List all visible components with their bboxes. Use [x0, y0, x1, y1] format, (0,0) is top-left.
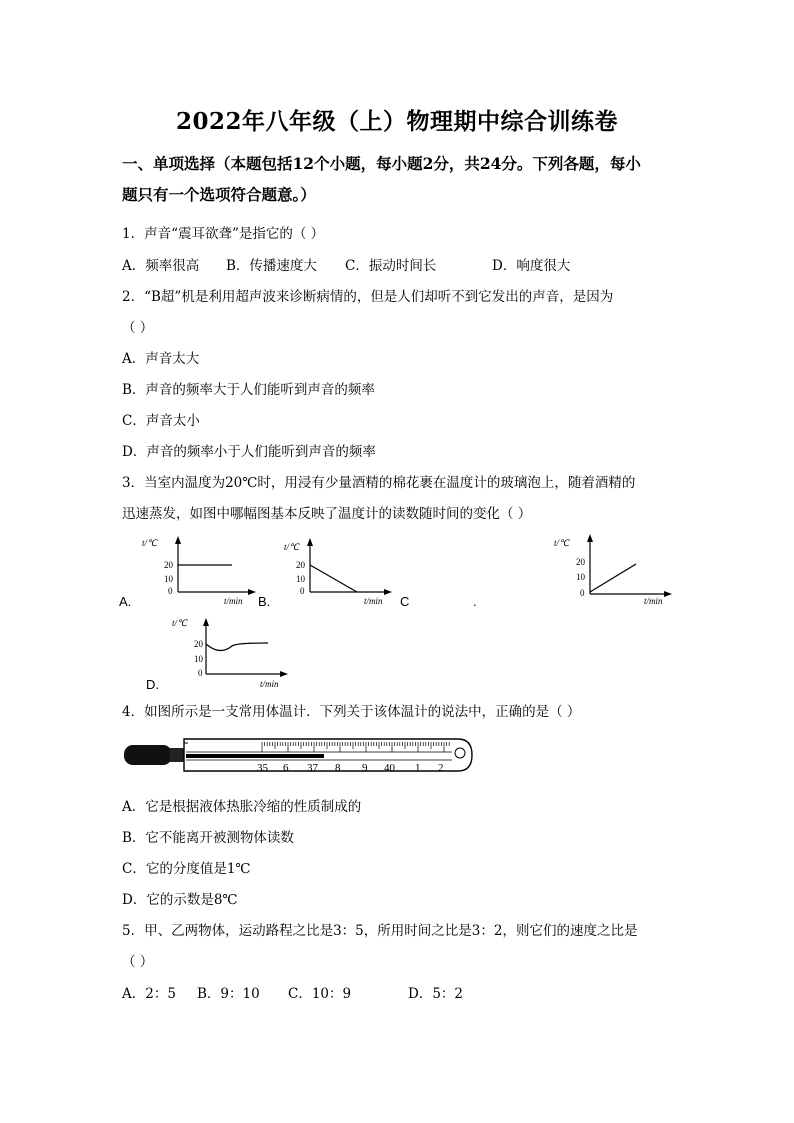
scale-label-1: 1: [415, 762, 421, 774]
graph-d-x-arrow: [280, 671, 288, 677]
graph-b-tick-20: 20: [296, 560, 305, 570]
thermometer-neck: [170, 748, 184, 762]
q3-label-b: B.: [258, 594, 271, 609]
graph-c-xlabel: t/min: [644, 596, 663, 606]
graph-b-tick-0: 0: [300, 586, 305, 596]
graph-a-y-arrow: [175, 536, 181, 544]
q2-option-d: D．声音的频率小于人们能听到声音的频率: [122, 444, 376, 460]
q1-option-a: A．频率很高: [122, 258, 200, 274]
scale-label-9: 9: [362, 762, 368, 774]
q4-option-c: C．它的分度值是1℃: [122, 861, 251, 877]
section-heading-line2: 题只有一个选项符合题意。）: [122, 185, 316, 204]
q1-option-c: C．振动时间长: [345, 258, 437, 274]
graph-c-tick-0: 0: [580, 588, 585, 598]
graph-a-xlabel: t/min: [224, 596, 243, 606]
q3-label-a: A.: [119, 594, 132, 609]
q2-option-a: A．声音太大: [122, 351, 200, 367]
scale-label-37: 37: [307, 762, 318, 774]
q3-label-d: D.: [146, 677, 159, 692]
graph-d-tick-0: 0: [198, 668, 203, 678]
q5-option-d: D．5：2: [408, 986, 464, 1002]
graph-c-curve: [590, 564, 636, 592]
q4-option-b: B．它不能离开被测物体读数: [122, 830, 294, 846]
graph-a-tick-0: 0: [168, 586, 173, 596]
q3-label-c: C: [400, 594, 410, 609]
q4-stem: 4．如图所示是一支常用体温计．下列关于该体温计的说法中，正确的是（ ）: [122, 704, 581, 720]
graph-b-ylabel: t/℃: [284, 542, 300, 552]
q3-stem-line2: 迅速蒸发，如图中哪幅图基本反映了温度计的读数随时间的变化（ ）: [122, 506, 532, 522]
q1-option-d: D．响度很大: [492, 258, 571, 274]
graph-c-tick-10: 10: [576, 572, 585, 582]
q4-option-a: A．它是根据液体热胀冷缩的性质制成的: [122, 799, 362, 815]
graph-b-x-arrow: [384, 589, 392, 595]
thermometer-figure: [122, 733, 474, 779]
graph-c-x-arrow: [664, 591, 672, 597]
q5-option-c: C．10：9: [288, 986, 352, 1002]
q3-label-c-dot: .: [473, 594, 477, 609]
graph-d-xlabel: t/min: [260, 679, 279, 689]
section-heading-line1: 一、单项选择（本题包括12个小题，每小题2分，共24分。下列各题，每小: [122, 154, 641, 173]
q1-option-b: B．传播速度大: [226, 258, 317, 274]
graph-a-x-arrow: [248, 589, 256, 595]
q1-stem: 1．声音“震耳欲聋”是指它的（ ）: [122, 226, 325, 242]
q3-graph-d: [168, 612, 293, 690]
q5-stem-line1: 5．甲、乙两物体，运动路程之比是3：5，所用时间之比是3：2，则它们的速度之比是: [122, 923, 638, 939]
graph-d-tick-20: 20: [194, 639, 203, 649]
graph-b-y-arrow: [307, 538, 313, 546]
graph-d-tick-10: 10: [194, 654, 203, 664]
q4-option-d: D．它的示数是8℃: [122, 892, 238, 908]
graph-a-ylabel: t/℃: [142, 538, 158, 548]
q2-stem-line2: （ ）: [122, 320, 154, 336]
q3-graph-b: [282, 532, 402, 607]
q3-graph-c: [552, 532, 677, 607]
scale-label-40: 40: [384, 762, 395, 774]
scale-label-8: 8: [335, 762, 341, 774]
q3-stem-line1: 3．当室内温度为20℃时，用浸有少量酒精的棉花裹在温度计的玻璃泡上，随着酒精的: [122, 475, 636, 491]
thermometer-mercury: [186, 754, 324, 758]
q2-option-c: C．声音太小: [122, 413, 200, 429]
scale-label-6: 6: [283, 762, 289, 774]
graph-d-y-arrow: [203, 618, 209, 626]
scale-label-2: 2: [438, 762, 444, 774]
q2-option-b: B．声音的频率大于人们能听到声音的频率: [122, 382, 375, 398]
page-title: 2022年八年级（上）物理期中综合训练卷: [175, 108, 618, 135]
graph-c-tick-20: 20: [576, 557, 585, 567]
q2-stem-line1: 2．“B超”机是利用超声波来诊断病情的，但是人们却听不到它发出的声音，是因为: [122, 289, 614, 305]
graph-c-y-arrow: [587, 534, 593, 542]
graph-b-tick-10: 10: [296, 574, 305, 584]
graph-b-curve: [310, 565, 357, 592]
q3-graph-a: [140, 532, 260, 607]
graph-a-tick-20: 20: [164, 560, 173, 570]
q5-option-a: A．2：5: [122, 986, 176, 1002]
scale-label-35: 35: [257, 762, 268, 774]
graph-a-tick-10: 10: [164, 574, 173, 584]
graph-b-xlabel: t/min: [364, 596, 383, 606]
thermometer-handle: [124, 745, 172, 765]
graph-c-ylabel: t/℃: [554, 538, 570, 548]
graph-d-ylabel: t/℃: [172, 618, 188, 628]
q5-stem-line2: （ ）: [122, 954, 154, 970]
graph-d-curve: [206, 643, 268, 651]
q5-option-b: B．9：10: [197, 986, 260, 1002]
